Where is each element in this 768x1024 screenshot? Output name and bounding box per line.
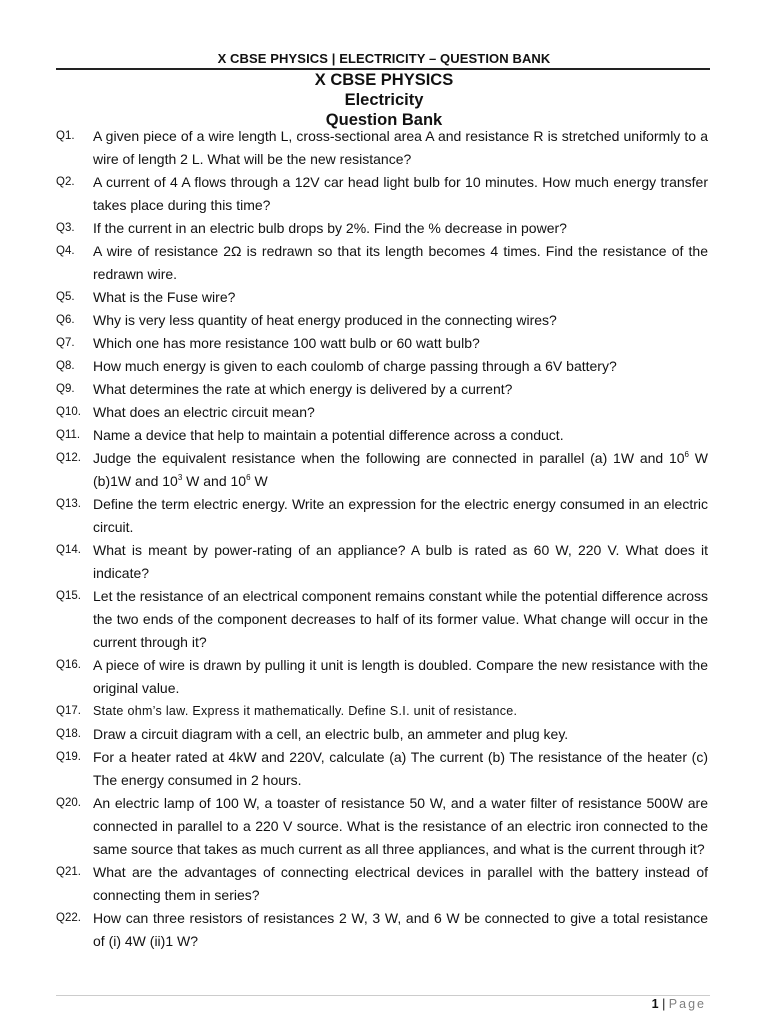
question-item xyxy=(56,746,708,792)
question-text: Why is very less quantity of heat energy produced in the connecting wires? xyxy=(93,312,557,328)
question-item xyxy=(56,401,708,424)
question-number: Q3. xyxy=(56,222,75,234)
question-number: Q11. xyxy=(56,429,81,441)
question-text: Draw a circuit diagram with a cell, an electric bulb, an ammeter and plug key. xyxy=(93,726,569,742)
question-number: Q19. xyxy=(56,751,81,763)
question-text: If the current in an electric bulb drops by 2%. Find the % decrease in power? xyxy=(93,220,567,236)
question-text: How can three resistors of resistances 2 W, 3 W, and 6 W be connected to give a total resistance of (i) 4W (ii)1 W? xyxy=(93,910,708,949)
question-number: Q22. xyxy=(56,912,81,924)
question-text: Name a device that help to maintain a potential difference across a conduct. xyxy=(93,427,564,443)
question-item xyxy=(56,125,708,171)
question-item xyxy=(56,332,708,355)
exponent: 3 xyxy=(177,473,183,482)
exponent: 6 xyxy=(246,473,251,482)
question-text: Define the term electric energy. Write an expression for the electric energy consumed in an electric circuit. xyxy=(93,496,708,535)
question-item xyxy=(56,792,708,861)
question-item xyxy=(56,539,708,585)
question-number: Q9. xyxy=(56,383,75,395)
question-text-part: W xyxy=(250,473,268,489)
page-label: Page xyxy=(668,997,706,1011)
question-item xyxy=(56,240,708,286)
question-text: What is the Fuse wire? xyxy=(93,289,236,305)
question-item xyxy=(56,907,708,953)
question-text: For a heater rated at 4kW and 220V, calculate (a) The current (b) The resistance of the heater (c) The energy consumed in 2 hours. xyxy=(93,749,708,788)
question-number: Q14. xyxy=(56,544,81,556)
question-number: Q17. xyxy=(56,705,81,717)
question-text-part: W (b)1W and 10 xyxy=(93,450,708,489)
question-number: Q10. xyxy=(56,406,81,418)
question-number: Q15. xyxy=(56,590,81,602)
exponent: 6 xyxy=(684,450,689,459)
question-text: How much energy is given to each coulomb of charge passing through a 6V battery? xyxy=(93,358,617,374)
question-text: A wire of resistance 2Ω is redrawn so that its length becomes 4 times. Find the resistance of the redrawn wire. xyxy=(93,243,708,282)
question-number: Q21. xyxy=(56,866,81,878)
question-text: What is meant by power-rating of an appliance? A bulb is rated as 60 W, 220 V. What does it indicate? xyxy=(93,542,708,581)
question-text xyxy=(93,447,708,493)
question-number: Q18. xyxy=(56,728,81,740)
question-number: Q6. xyxy=(56,314,75,326)
question-number: Q13. xyxy=(56,498,81,510)
question-item xyxy=(56,171,708,217)
page-number: 1 xyxy=(651,997,659,1011)
question-number: Q2. xyxy=(56,176,75,188)
question-list xyxy=(56,125,708,953)
question-text: Let the resistance of an electrical component remains constant while the potential difference across the two ends of the component decreases to half of its former value. What change will occur in the current through it? xyxy=(93,588,708,650)
question-text: A given piece of a wire length L, cross-sectional area A and resistance R is stretched uniformly to a wire of length 2 L. What will be the new resistance? xyxy=(93,128,708,167)
question-item xyxy=(56,355,708,378)
question-item xyxy=(56,447,708,493)
question-number: Q7. xyxy=(56,337,75,349)
question-text: What are the advantages of connecting electrical devices in parallel with the battery instead of connecting them in series? xyxy=(93,864,708,903)
question-number: Q1. xyxy=(56,130,75,142)
question-number: Q8. xyxy=(56,360,75,372)
question-text: State ohm’s law. Express it mathematically. Define S.I. unit of resistance. xyxy=(93,704,518,718)
question-item xyxy=(56,700,708,723)
question-number: Q20. xyxy=(56,797,81,809)
question-item xyxy=(56,217,708,240)
title-line-bank: Question Bank xyxy=(325,111,443,129)
question-text: A current of 4 A flows through a 12V car head light bulb for 10 minutes. How much energy transfer takes place during this time? xyxy=(93,174,708,213)
question-text: A piece of wire is drawn by pulling it unit is length is doubled. Compare the new resistance with the original value. xyxy=(93,657,708,696)
title-line-chapter: Electricity xyxy=(344,91,424,109)
question-item xyxy=(56,723,708,746)
question-item xyxy=(56,378,708,401)
question-number: Q4. xyxy=(56,245,75,257)
question-item xyxy=(56,309,708,332)
page-footer xyxy=(652,997,706,1011)
question-item xyxy=(56,654,708,700)
question-text: An electric lamp of 100 W, a toaster of resistance 50 W, and a water filter of resistance 500W are connected in parallel to a 220 V source. What is the resistance of an electric iron connected to the same source that takes as much current as all three appliances, and what is the current through it? xyxy=(93,795,708,857)
question-item xyxy=(56,493,708,539)
document-title xyxy=(0,70,768,130)
question-text: What does an electric circuit mean? xyxy=(93,404,315,420)
question-number: Q16. xyxy=(56,659,81,671)
question-item xyxy=(56,424,708,447)
running-header: X CBSE PHYSICS | ELECTRICITY – QUESTION BANK xyxy=(217,51,551,66)
question-text-part: W and 10 xyxy=(182,473,247,489)
footer-divider xyxy=(56,995,710,996)
footer-separator: | xyxy=(658,997,669,1011)
question-item xyxy=(56,861,708,907)
question-item xyxy=(56,286,708,309)
title-line-course: X CBSE PHYSICS xyxy=(314,71,454,89)
question-text: Which one has more resistance 100 watt bulb or 60 watt bulb? xyxy=(93,335,480,351)
question-number: Q5. xyxy=(56,291,75,303)
question-item xyxy=(56,585,708,654)
question-text: What determines the rate at which energy is delivered by a current? xyxy=(93,381,513,397)
question-number: Q12. xyxy=(56,452,81,464)
question-text-part: Judge the equivalent resistance when the following are connected in parallel (a) 1W and 10 xyxy=(93,450,685,466)
